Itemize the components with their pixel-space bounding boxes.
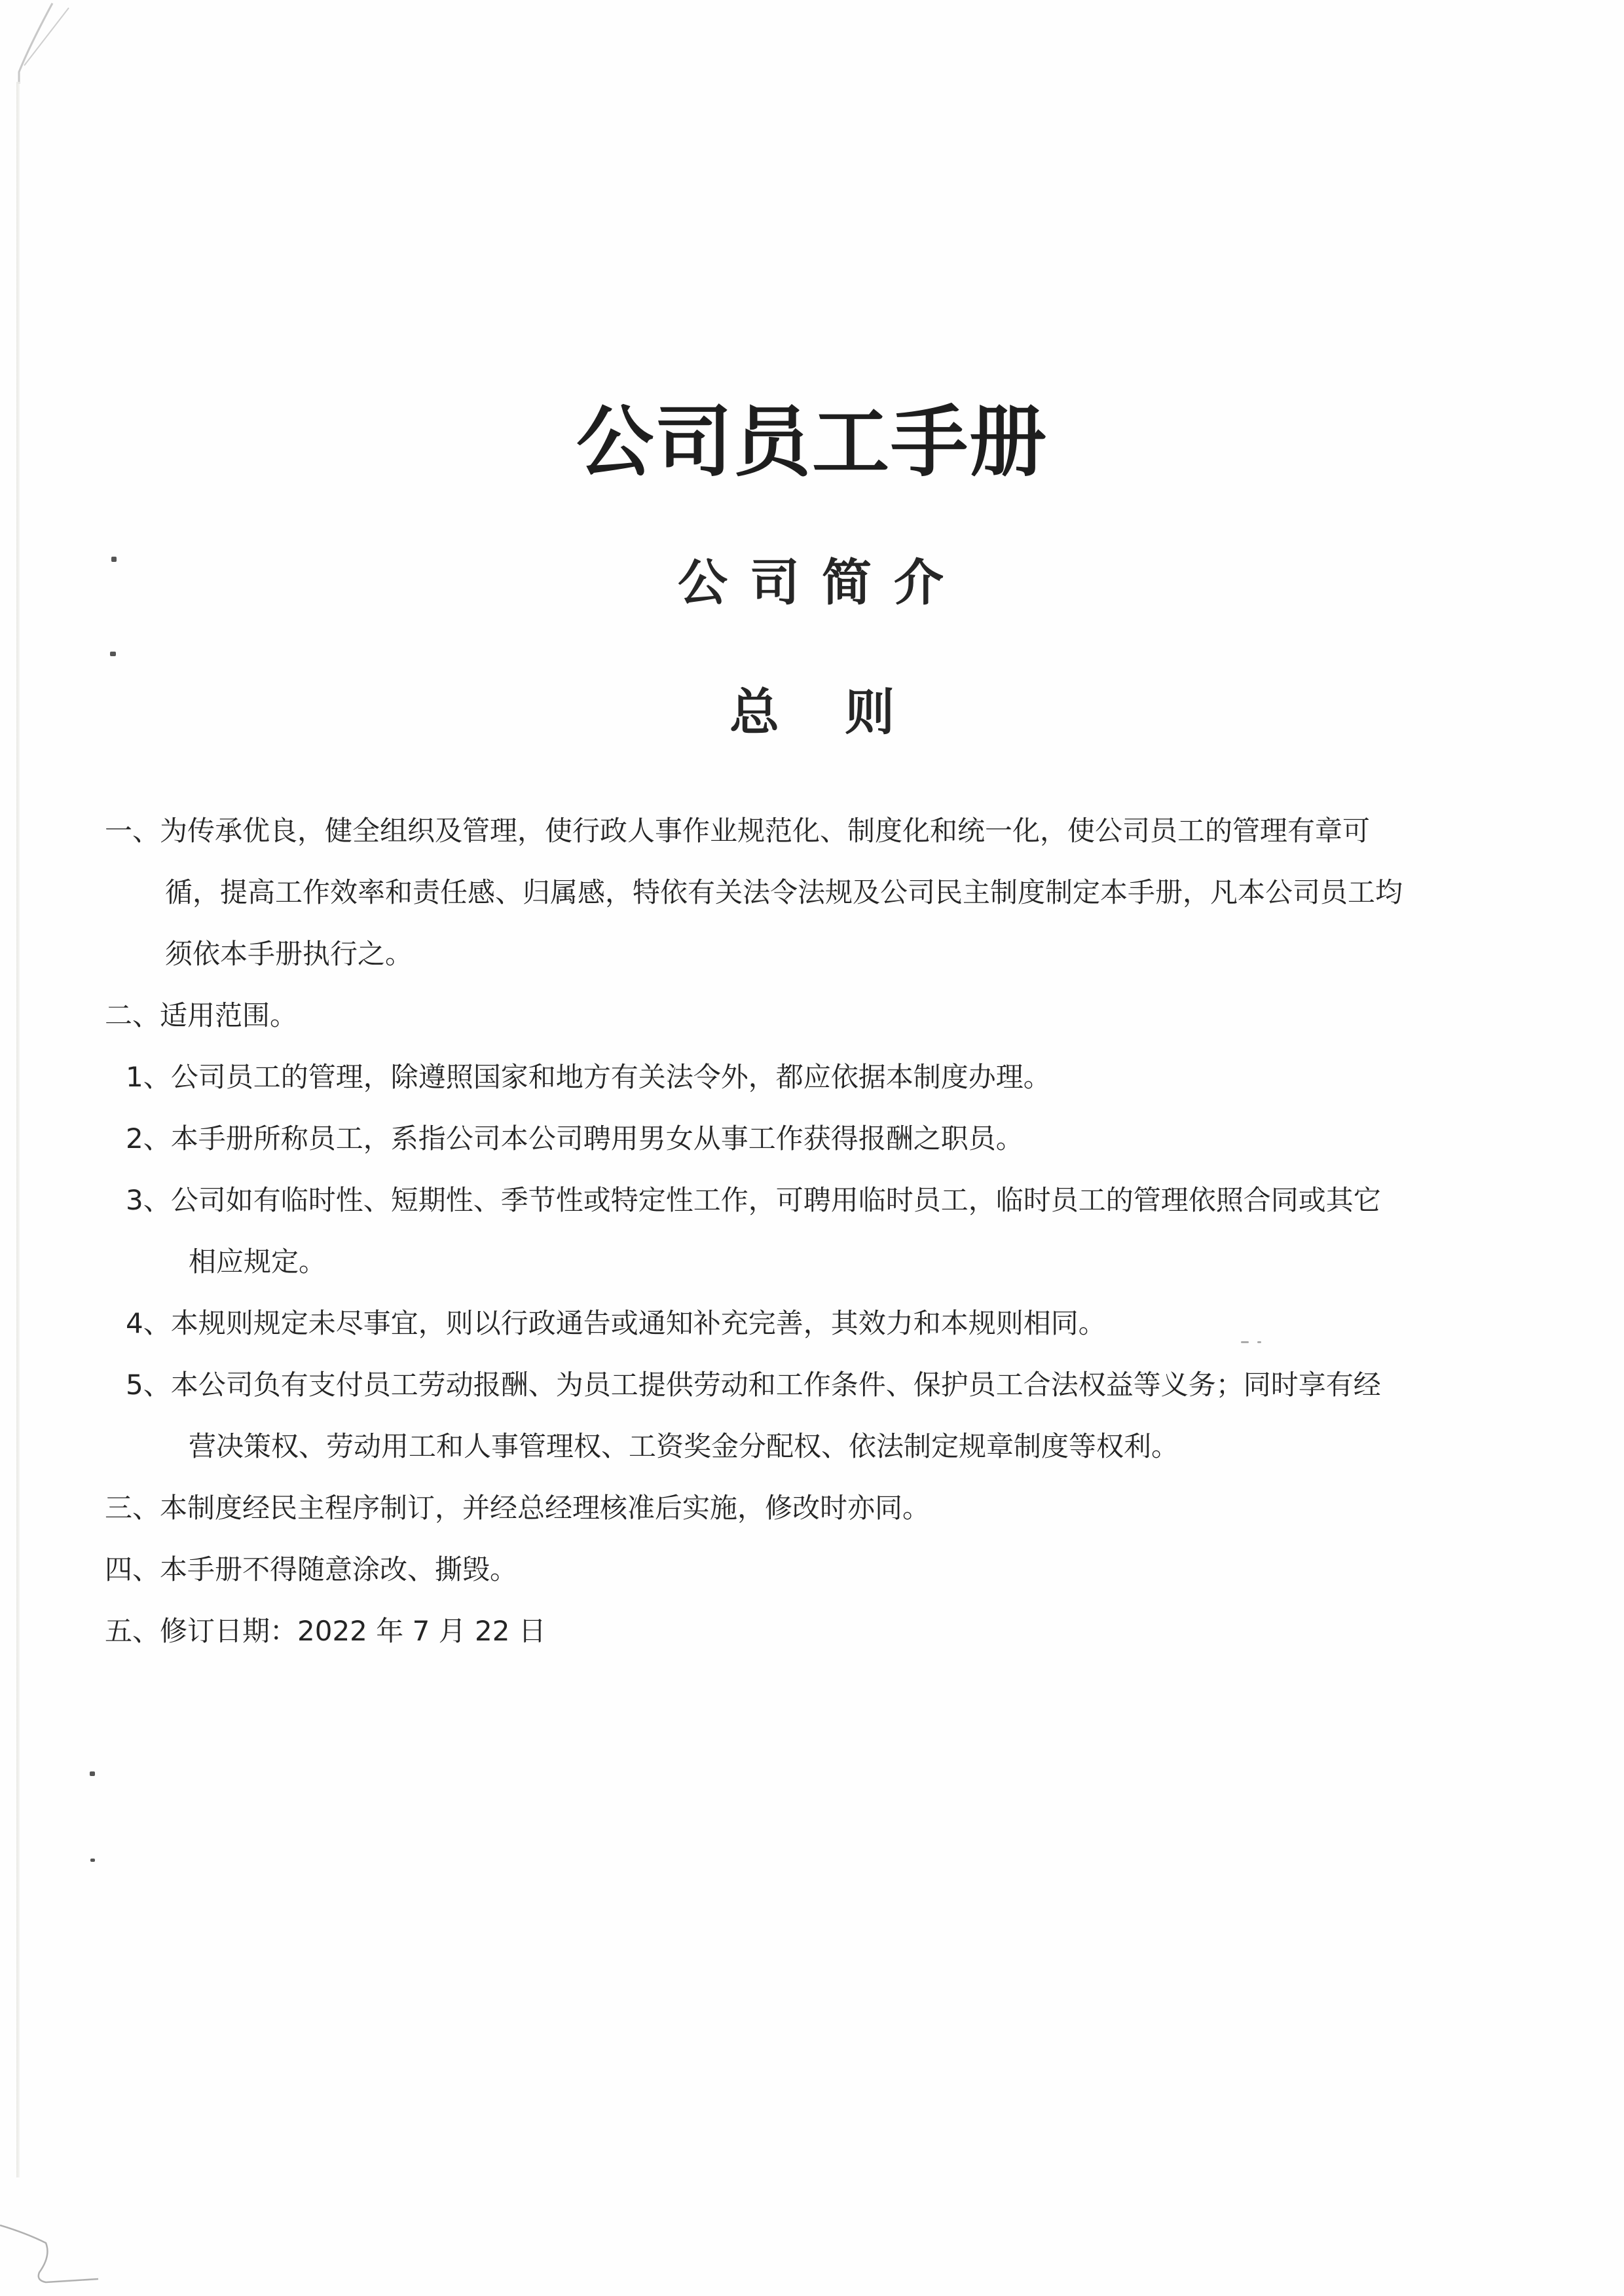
item-text-line: 营决策权、劳动用工和人事管理权、工资奖金分配权、依法制定规章制度等权利。 (189, 1430, 1179, 1462)
clause-1 (105, 800, 1532, 985)
clause-2-item-4 (105, 1293, 1532, 1354)
clause-4 (105, 1539, 1532, 1601)
document-title: 公司员工手册 (576, 396, 1048, 487)
revision-date-text: 修订日期：2022 年 7 月 22 日 (160, 1615, 546, 1647)
clause-text-line: 本手册不得随意涂改、撕毁。 (160, 1553, 518, 1585)
clause-number: 四、 (105, 1553, 160, 1585)
clause-number: 五、 (105, 1615, 160, 1647)
item-text-line: 本手册所称员工，系指公司本公司聘用男女从事工作获得报酬之职员。 (170, 1122, 1024, 1155)
item-text-line: 公司员工的管理，除遵照国家和地方有关法令外，都应依据本制度办理。 (170, 1061, 1051, 1093)
item-number: 4、 (126, 1307, 171, 1339)
clause-number: 三、 (105, 1492, 160, 1524)
clause-5-revision-date (105, 1601, 1532, 1662)
clause-2 (105, 985, 1532, 1046)
scan-speck (90, 1771, 95, 1776)
company-intro-heading: 公司简介 (678, 553, 966, 612)
clause-2-item-5 (105, 1354, 1532, 1477)
scan-speck (90, 1859, 95, 1862)
item-text-line: 相应规定。 (189, 1246, 327, 1278)
item-number: 2、 (126, 1122, 171, 1155)
item-number: 3、 (126, 1184, 171, 1216)
item-number: 5、 (126, 1369, 171, 1401)
clause-text-line: 须依本手册执行之。 (165, 938, 413, 970)
item-text-line: 本公司负有支付员工劳动报酬、为员工提供劳动和工作条件、保护员工合法权益等义务；同时享有经 (170, 1369, 1381, 1401)
item-text-line: 本规则规定未尽事宜，则以行政通告或通知补充完善，其效力和本规则相同。 (170, 1307, 1106, 1339)
clause-text-line: 为传承优良，健全组织及管理，使行政人事作业规范化、制度化和统一化，使公司员工的管理有章可 (160, 815, 1371, 847)
clause-number: 二、 (105, 999, 160, 1031)
item-number: 1、 (126, 1061, 171, 1093)
scan-speck (110, 652, 116, 656)
general-provisions-heading: 总则 (729, 683, 960, 741)
page-bottom-curl-mark (0, 2220, 105, 2292)
page-corner-fold-mark (16, 0, 75, 85)
clause-text-line: 适用范围。 (160, 999, 298, 1031)
clause-number: 一、 (105, 815, 160, 847)
document-body (105, 800, 1532, 1662)
clause-text-line: 循，提高工作效率和责任感、归属感，特依有关法令法规及公司民主制度制定本手册，凡本公司员工均 (165, 876, 1403, 908)
clause-2-item-3 (105, 1170, 1532, 1293)
clause-2-item-2 (105, 1108, 1532, 1170)
clause-text-line: 本制度经民主程序制订，并经总经理核准后实施，修改时亦同。 (160, 1492, 931, 1524)
clause-2-item-1 (105, 1046, 1532, 1108)
item-text-line: 公司如有临时性、短期性、季节性或特定性工作，可聘用临时员工，临时员工的管理依照合同或其它 (170, 1184, 1381, 1216)
clause-3 (105, 1477, 1532, 1539)
